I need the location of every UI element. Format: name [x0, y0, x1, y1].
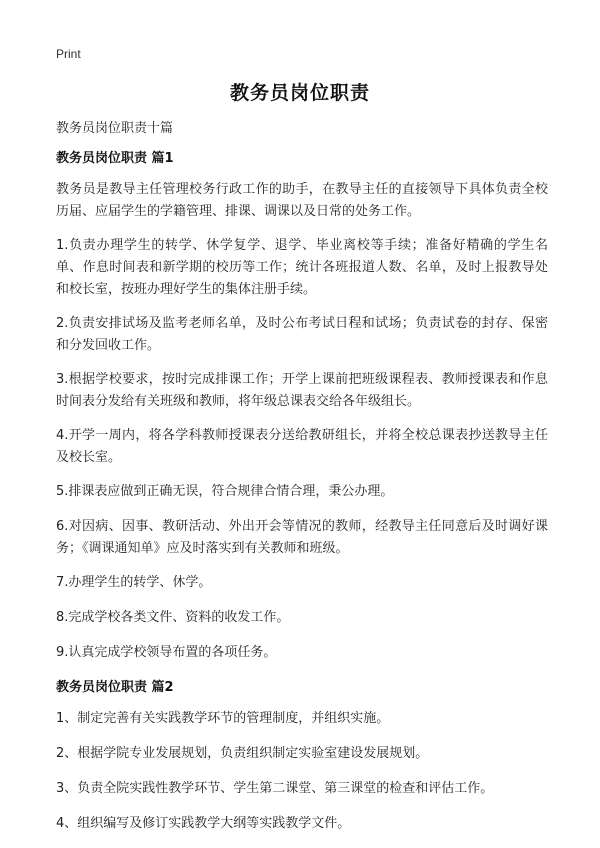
paragraph: 3.根据学校要求，按时完成排课工作；开学上课前把班级课程表、教师授课表和作息时间表分发给有关班级和教师，将年级总课表交给各年级组长。 [56, 372, 548, 409]
paragraph: 1、制定完善有关实践教学环节的管理制度，并组织实施。 [56, 711, 390, 726]
paragraph: 7.办理学生的转学、休学。 [56, 575, 212, 590]
paragraph: 教务员是教导主任管理校务行政工作的助手，在教导主任的直接领导下具体负责全校历届、应届学生的学籍管理、排课、调课以及日常的处务工作。 [56, 182, 548, 219]
section-heading-1: 教务员岗位职责 篇1 [56, 151, 174, 166]
paragraph: 5.排课表应做到正确无误，符合规律合情合理，秉公办理。 [56, 484, 394, 499]
section-heading-2: 教务员岗位职责 篇2 [56, 680, 174, 695]
paragraph: 4.开学一周内，将各学科教师授课表分送给教研组长，并将全校总课表抄送教导主任及校长室。 [56, 428, 548, 465]
paragraph: 6.对因病、因事、教研活动、外出开会等情况的教师，经教导主任同意后及时调好课务；《调课通知单》应及时落实到有关教师和班级。 [56, 519, 548, 556]
paragraph: 2.负责安排试场及监考老师名单，及时公布考试日程和试场；负责试卷的封存、保密和分发回收工作。 [56, 316, 548, 353]
print-link[interactable]: Print [56, 47, 81, 61]
paragraph: 1.负责办理学生的转学、休学复学、退学、毕业离校等手续；准备好精确的学生名单、作息时间表和新学期的校历等工作；统计各班报道人数、名单，及时上报教导处和校长室，按班办理好学生的集体注册手续。 [56, 238, 548, 297]
page-title: 教务员岗位职责 [229, 82, 370, 104]
paragraph: 4、组织编写及修订实践教学大纲等实践教学文件。 [56, 816, 351, 831]
article-subtitle: 教务员岗位职责十篇 [56, 121, 174, 136]
paragraph: 2、根据学院专业发展规划，负责组织制定实验室建设发展规划。 [56, 746, 429, 761]
paragraph: 3、负责全院实践性教学环节、学生第二课堂、第三课堂的检查和评估工作。 [56, 781, 494, 796]
paragraph: 8.完成学校各类文件、资料的收发工作。 [56, 610, 290, 625]
paragraph: 9.认真完成学校领导布置的各项任务。 [56, 645, 277, 660]
article-body [56, 118, 548, 848]
